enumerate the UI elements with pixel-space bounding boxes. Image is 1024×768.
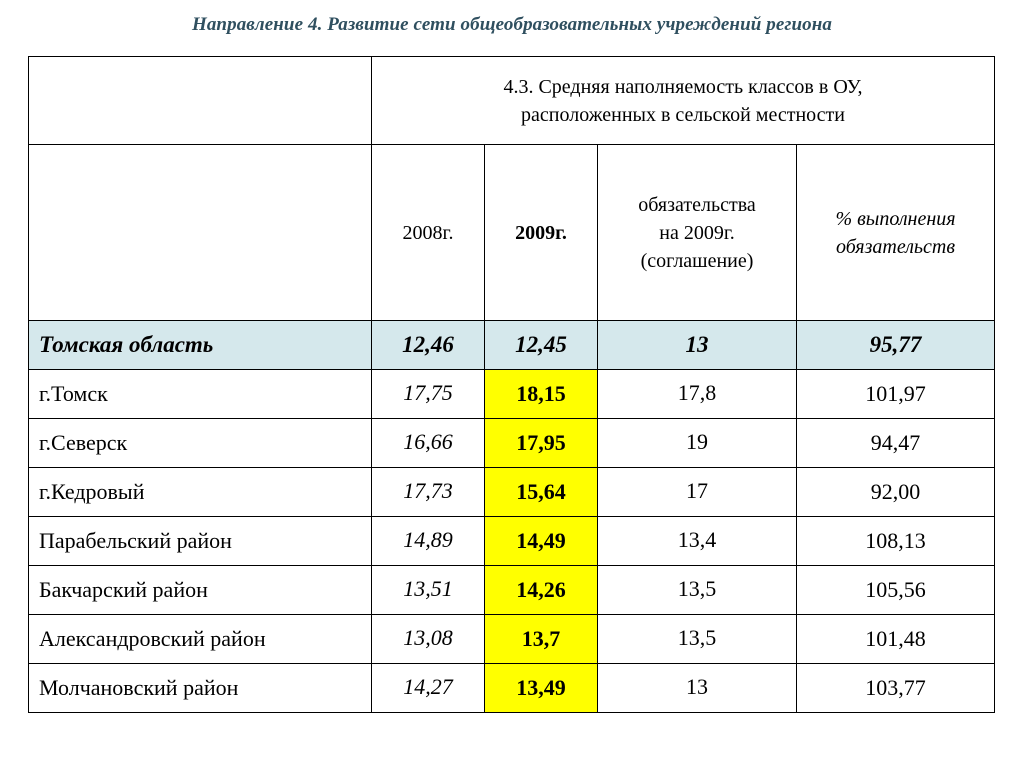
table-row [29, 517, 995, 566]
row-obligations: 13 [598, 664, 797, 713]
row-2008: 17,73 [372, 468, 485, 517]
row-obligations: 13,4 [598, 517, 797, 566]
table-row [29, 419, 995, 468]
column-header-2008: 2008г. [372, 145, 485, 321]
row-name: Александровский район [29, 615, 372, 664]
row-name: г.Кедровый [29, 468, 372, 517]
row-2008: 16,66 [372, 419, 485, 468]
table-row [29, 664, 995, 713]
row-percent: 92,00 [797, 468, 995, 517]
region-2009: 12,45 [485, 321, 598, 370]
group-header-line2: расположенных в сельской местности [521, 103, 845, 126]
table-column-header-row [29, 145, 995, 321]
page-title: Направление 4. Развитие сети общеобразовательных учреждений региона [191, 14, 833, 35]
row-obligations: 17,8 [598, 370, 797, 419]
row-percent: 103,77 [797, 664, 995, 713]
row-name: Бакчарский район [29, 566, 372, 615]
obligations-line1: обязательства [638, 193, 756, 216]
table-row [29, 615, 995, 664]
table-row [29, 468, 995, 517]
data-table [28, 56, 995, 713]
row-2009: 14,26 [485, 566, 598, 615]
table-row [29, 370, 995, 419]
table-group-header-row [29, 57, 995, 145]
row-name: Парабельский район [29, 517, 372, 566]
row-obligations: 13,5 [598, 615, 797, 664]
row-2008: 17,75 [372, 370, 485, 419]
row-2009: 13,7 [485, 615, 598, 664]
row-2008: 13,51 [372, 566, 485, 615]
group-header [372, 57, 995, 145]
obligations-line2: на 2009г. [659, 221, 735, 244]
row-obligations: 19 [598, 419, 797, 468]
row-name: г.Северск [29, 419, 372, 468]
subheader-empty-cell [29, 145, 372, 321]
group-header-line1: 4.3. Средняя наполняемость классов в ОУ, [503, 75, 863, 98]
row-name: Молчановский район [29, 664, 372, 713]
row-2009: 18,15 [485, 370, 598, 419]
region-name: Томская область [29, 321, 372, 370]
row-2009: 14,49 [485, 517, 598, 566]
column-header-obligations [598, 145, 797, 321]
row-percent: 101,48 [797, 615, 995, 664]
percent-line2: обязательств [835, 235, 956, 258]
column-header-percent [797, 145, 995, 321]
row-name: г.Томск [29, 370, 372, 419]
row-2009: 17,95 [485, 419, 598, 468]
region-percent: 95,77 [797, 321, 995, 370]
row-obligations: 13,5 [598, 566, 797, 615]
row-obligations: 17 [598, 468, 797, 517]
region-total-row [29, 321, 995, 370]
row-percent: 105,56 [797, 566, 995, 615]
percent-line1: % выполнения [835, 207, 956, 230]
row-2009: 13,49 [485, 664, 598, 713]
row-percent: 108,13 [797, 517, 995, 566]
row-percent: 94,47 [797, 419, 995, 468]
row-percent: 101,97 [797, 370, 995, 419]
row-2008: 14,89 [372, 517, 485, 566]
region-obligations: 13 [598, 321, 797, 370]
header-empty-cell [29, 57, 372, 145]
obligations-line3: (соглашение) [640, 249, 754, 272]
table-row [29, 566, 995, 615]
row-2009: 15,64 [485, 468, 598, 517]
row-2008: 14,27 [372, 664, 485, 713]
region-2008: 12,46 [372, 321, 485, 370]
row-2008: 13,08 [372, 615, 485, 664]
column-header-2009: 2009г. [485, 145, 598, 321]
